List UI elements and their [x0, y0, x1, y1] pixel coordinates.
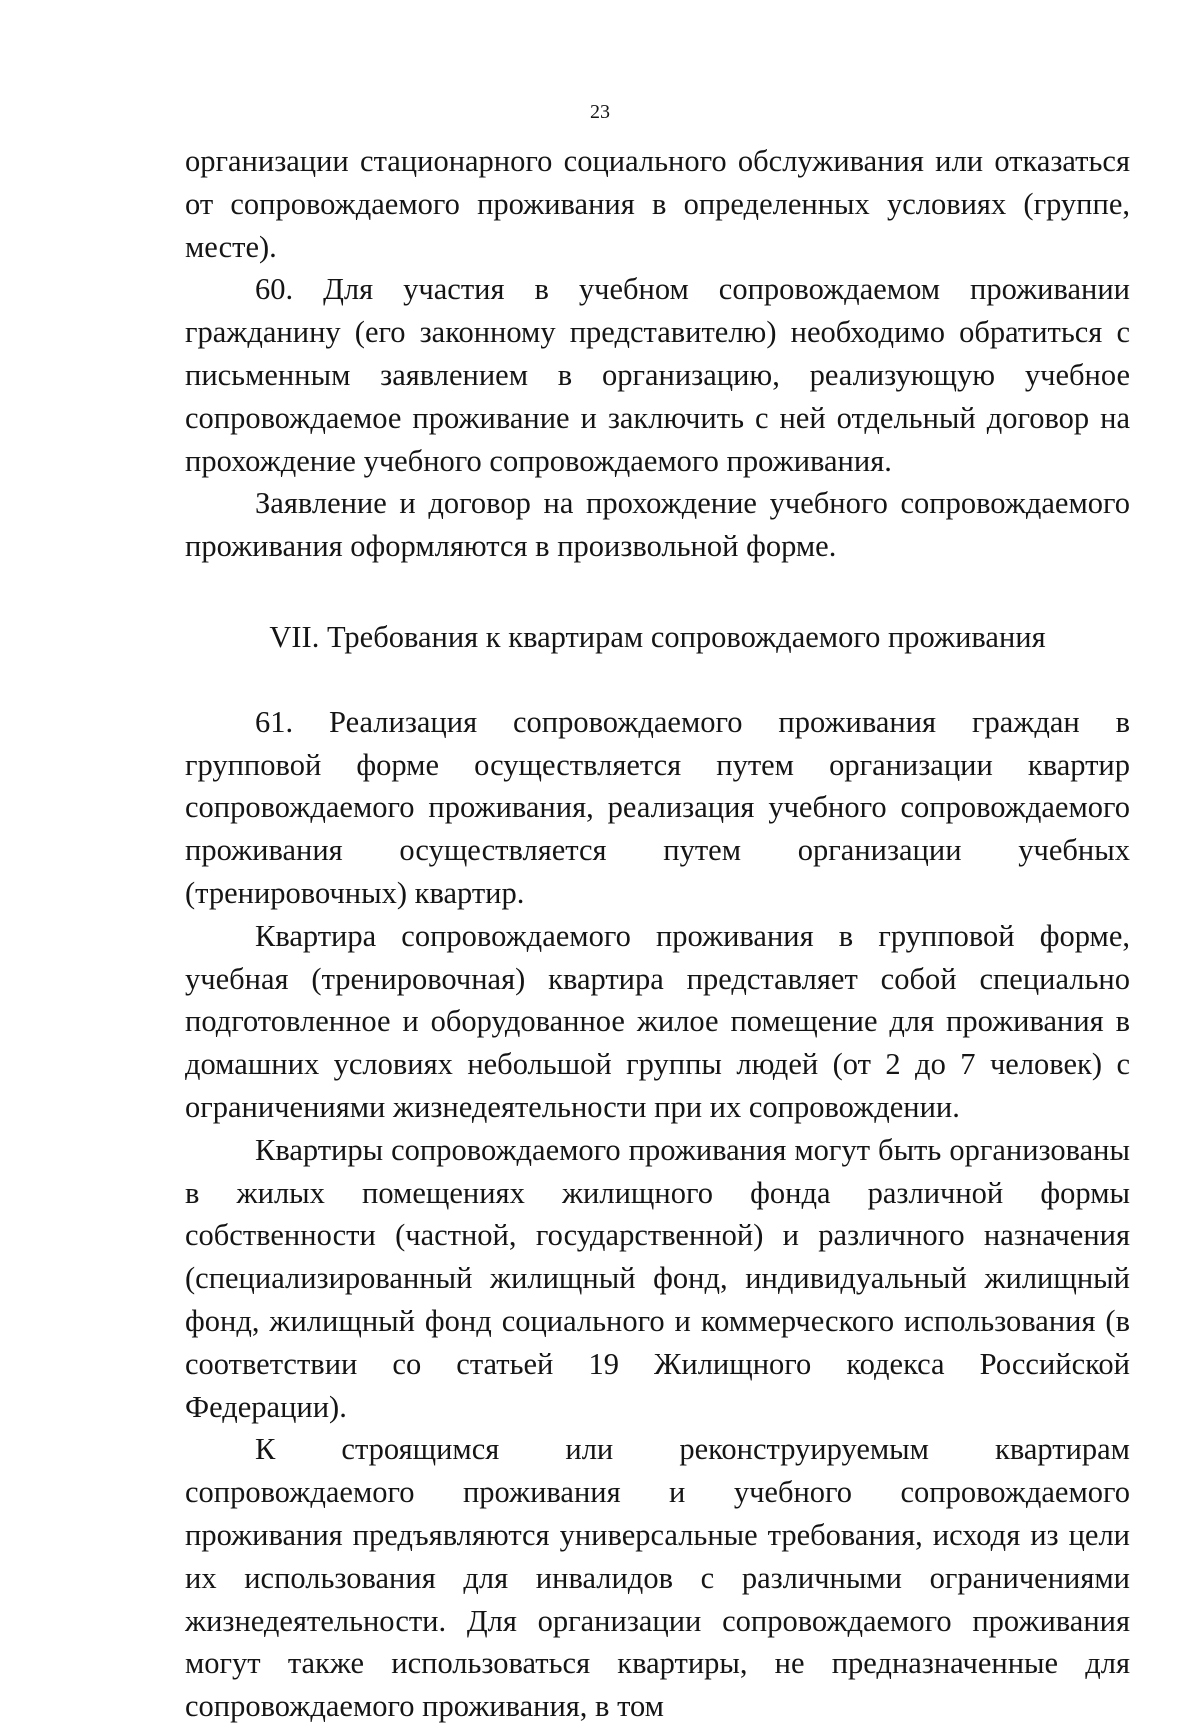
- paragraph-application-form: Заявление и договор на прохождение учебного сопровождаемого проживания оформляются в произвольной форме.: [185, 486, 1130, 564]
- paragraph-60: 60. Для участия в учебном сопровождаемом проживании гражданину (его законному представителю) необходимо обратиться с письменным заявлением в организацию, реализующую учебное сопровождаемое проживание и заключить с ней отдельный договор на прохождение учебного сопровождаемого проживания.: [185, 272, 1130, 478]
- paragraph-61: 61. Реализация сопровождаемого проживания граждан в групповой форме осуществляется путем организации квартир сопровождаемого проживания, реализация учебного сопровождаемого проживания осуществляется путем организации учебных (тренировочных) квартир.: [185, 704, 1130, 910]
- paragraph-apartment-definition: Квартира сопровождаемого проживания в групповой форме, учебная (тренировочная) квартира представляет собой специально подготовленное и оборудованное жилое помещение для проживания в домашних условиях небольшой группы людей (от 2 до 7 человек) с ограничениями жизнедеятельности при их сопровождении.: [185, 918, 1130, 1124]
- page-number: 23: [590, 101, 610, 123]
- document-body: [185, 140, 1130, 1728]
- paragraph-housing-fund: Квартиры сопровождаемого проживания могут быть организованы в жилых помещениях жилищного фонда различной формы собственности (частной, государственной) и различного назначения (специализированный жилищный фонд, индивидуальный жилищный фонд, жилищный фонд социального и коммерческого использования (в соответствии со статьей 19 Жилищного кодекса Российской Федерации).: [185, 1132, 1130, 1424]
- section-heading: VII. Требования к квартирам сопровождаемого проживания: [269, 619, 1046, 654]
- paragraph-requirements: К строящимся или реконструируемым квартирам сопровождаемого проживания и учебного сопровождаемого проживания предъявляются универсальные требования, исходя из цели их использования для инвалидов с различными ограничениями жизнедеятельности. Для организации сопровождаемого проживания могут также использоваться квартиры, не предназначенные для сопровождаемого проживания, в том: [185, 1432, 1130, 1724]
- paragraph-continuation: организации стационарного социального обслуживания или отказаться от сопровождаемого проживания в определенных условиях (группе, месте).: [185, 144, 1130, 264]
